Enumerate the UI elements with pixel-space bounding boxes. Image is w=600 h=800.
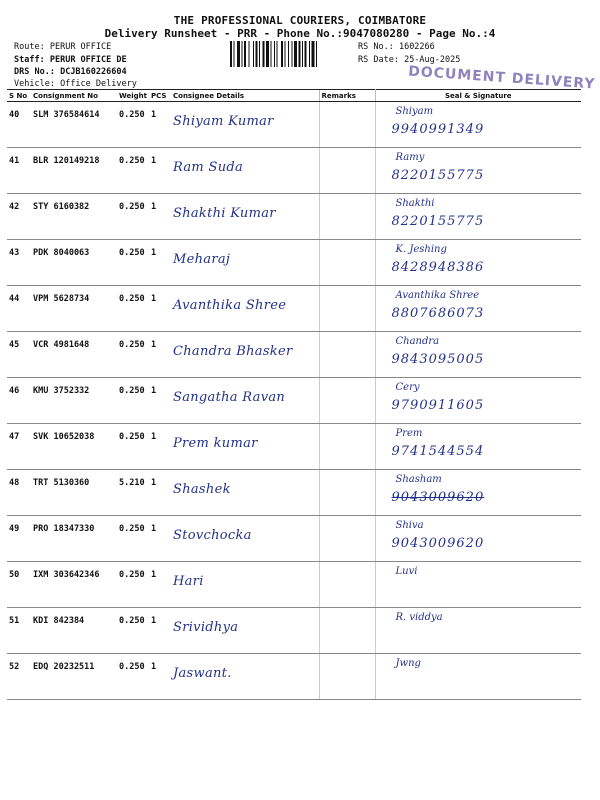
cell-consignment: IXM 303642346 [31,562,117,608]
signature-name: Jwng [395,658,421,669]
cell-consignment: KMU 3752332 [31,378,117,424]
vehicle-label: Vehicle: [14,79,55,89]
col-consignee: Consignee Details [171,90,319,102]
cell-consignee: Meharaj [171,240,319,286]
signature-box [378,244,580,281]
signature-phone: 8807686073 [391,306,485,321]
cell-seal-signature [375,424,581,470]
cell-pcs: 1 [149,562,171,608]
cell-consignment: KDI 842384 [31,608,117,654]
signature-phone: 9043009620 [391,490,485,505]
rs-no-label: RS No.: [358,42,394,52]
cell-consignment: BLR 120149218 [31,148,117,194]
drs-value: DCJB160226604 [60,67,127,77]
signature-phone: 9940991349 [391,122,485,137]
col-remarks: Remarks [319,90,375,102]
cell-pcs: 1 [149,332,171,378]
cell-weight: 0.250 [117,516,149,562]
cell-consignee: Prem kumar [171,424,319,470]
barcode-bar [244,41,246,67]
cell-pcs: 1 [149,148,171,194]
barcode-bar [259,41,260,67]
col-pcs: PCS [149,90,171,102]
col-sno: S No [7,90,31,102]
barcode [230,41,354,67]
staff-label: Staff: [14,55,45,65]
signature-name: Prem [395,428,423,439]
cell-seal-signature [375,562,581,608]
barcode-bar [312,41,315,67]
signature-phone: 8428948386 [391,260,485,275]
rs-date-value: 25-Aug-2025 [404,55,461,65]
cell-consignee: Chandra Bhasker [171,332,319,378]
route-value: PERUR OFFICE [49,42,112,52]
cell-consignee: Shashek [171,470,319,516]
cell-pcs: 1 [149,286,171,332]
cell-consignee: Stovchocka [171,516,319,562]
cell-pcs: 1 [149,516,171,562]
barcode-bar [230,41,232,67]
cell-remarks [319,194,375,240]
cell-consignee: Ram Suda [171,148,319,194]
table-row [7,470,581,516]
cell-weight: 0.250 [117,286,149,332]
signature-box [378,566,580,603]
barcode-bar [256,41,258,67]
cell-seal-signature [375,516,581,562]
cell-consignment: EDQ 20232511 [31,654,117,700]
cell-consignee: Shakthi Kumar [171,194,319,240]
cell-sno: 44 [7,286,31,332]
signature-box [378,474,580,511]
cell-pcs: 1 [149,654,171,700]
barcode-bar [294,41,297,67]
cell-remarks [319,470,375,516]
cell-seal-signature [375,148,581,194]
cell-sno: 47 [7,424,31,470]
cell-remarks [319,378,375,424]
cell-seal-signature [375,332,581,378]
signature-box [378,106,580,143]
barcode-bar [242,41,243,67]
barcode-bar [302,41,303,67]
cell-weight: 0.250 [117,102,149,148]
barcode-bar [285,41,286,67]
barcode-bar [288,41,289,67]
cell-sno: 45 [7,332,31,378]
col-weight: Weight [117,90,149,102]
signature-name: Shiva [395,520,424,531]
runsheet-table [7,89,581,700]
barcode-bar [249,41,250,67]
cell-consignee: Hari [171,562,319,608]
cell-seal-signature [375,608,581,654]
cell-pcs: 1 [149,378,171,424]
signature-phone: 9843095005 [391,352,485,367]
table-row [7,562,581,608]
cell-pcs: 1 [149,240,171,286]
signature-box [378,658,580,695]
barcode-bar [309,41,310,67]
cell-consignee: Jaswant. [171,654,319,700]
vehicle-value: Office Delivery [60,79,137,89]
cell-consignee: Avanthika Shree [171,286,319,332]
cell-sno: 46 [7,378,31,424]
signature-box [378,428,580,465]
cell-seal-signature [375,470,581,516]
cell-sno: 40 [7,102,31,148]
signature-phone: 9043009620 [391,536,485,551]
signature-name: K. Jeshing [395,244,447,255]
barcode-bar [292,41,293,67]
signature-phone: 8220155775 [391,214,485,229]
barcode-bar [277,41,278,67]
table-header-row [7,90,581,102]
cell-sno: 42 [7,194,31,240]
signature-box [378,152,580,189]
cell-weight: 0.250 [117,378,149,424]
barcode-bar [299,41,301,67]
cell-weight: 0.250 [117,148,149,194]
table-row [7,148,581,194]
signature-name: R. viddya [395,612,443,623]
table-row [7,102,581,148]
signature-box [378,336,580,373]
cell-seal-signature [375,654,581,700]
rs-no-line [358,42,435,52]
cell-remarks [319,654,375,700]
table-row [7,332,581,378]
signature-name: Shasham [395,474,442,485]
cell-weight: 0.250 [117,332,149,378]
cell-weight: 5.210 [117,470,149,516]
staff-line [14,55,127,65]
cell-remarks [319,424,375,470]
cell-seal-signature [375,286,581,332]
cell-remarks [319,148,375,194]
cell-weight: 0.250 [117,562,149,608]
signature-box [378,290,580,327]
rs-no-value: 1602266 [398,42,435,52]
barcode-bar [305,41,307,67]
signature-name: Avanthika Shree [395,290,480,301]
signature-box [378,382,580,419]
signature-name: Chandra [395,336,440,347]
signature-name: Shiyam [395,106,434,117]
signature-box [378,612,580,649]
table-row [7,240,581,286]
table-row [7,608,581,654]
cell-weight: 0.250 [117,654,149,700]
signature-phone: 8220155775 [391,168,485,183]
col-consignment: Consignment No [31,90,117,102]
signature-name: Shakthi [395,198,435,209]
drs-line [14,67,127,77]
staff-value: PERUR OFFICE DE [49,55,127,65]
cell-sno: 49 [7,516,31,562]
cell-sno: 48 [7,470,31,516]
barcode-bar [266,41,269,67]
signature-name: Ramy [395,152,425,163]
barcode-bar [263,41,265,67]
vehicle-line [14,79,137,89]
cell-consignment: TRT 5130360 [31,470,117,516]
cell-remarks [319,102,375,148]
cell-seal-signature [375,240,581,286]
cell-weight: 0.250 [117,608,149,654]
cell-pcs: 1 [149,608,171,654]
cell-remarks [319,608,375,654]
cell-sno: 43 [7,240,31,286]
col-seal: Seal & Signature [375,90,581,102]
cell-consignee: Srividhya [171,608,319,654]
cell-consignment: VCR 4981648 [31,332,117,378]
signature-name: Cery [395,382,420,393]
cell-seal-signature [375,194,581,240]
route-label: Route: [14,42,45,52]
drs-label: DRS No.: [14,67,55,77]
runsheet-line: Delivery Runsheet - PRR - Phone No.:9047080280 - Page No.:4 [104,27,496,40]
table-row [7,378,581,424]
cell-sno: 50 [7,562,31,608]
cell-consignment: STY 6160382 [31,194,117,240]
barcode-bar [237,41,240,67]
cell-consignment: PRO 18347330 [31,516,117,562]
cell-sno: 41 [7,148,31,194]
signature-box [378,198,580,235]
cell-seal-signature [375,102,581,148]
cell-consignment: VPM 5628734 [31,286,117,332]
cell-consignee: Sangatha Ravan [171,378,319,424]
table-row [7,194,581,240]
signature-phone: 9741544554 [391,444,485,459]
cell-consignment: SLM 376584614 [31,102,117,148]
cell-consignment: PDK 8040063 [31,240,117,286]
cell-pcs: 1 [149,424,171,470]
document-delivery-stamp: DOCUMENT DELIVERY [407,63,597,93]
cell-consignment: SVK 10652038 [31,424,117,470]
cell-pcs: 1 [149,470,171,516]
cell-seal-signature [375,378,581,424]
table-row [7,516,581,562]
barcode-bar [234,41,235,67]
signature-box [378,520,580,557]
barcode-bar [281,41,283,67]
barcode-bar [253,41,254,67]
table-row [7,424,581,470]
signature-phone: 9790911605 [391,398,485,413]
cell-remarks [319,240,375,286]
table-row [7,286,581,332]
signature-name: Luvi [395,566,418,577]
cell-consignee: Shiyam Kumar [171,102,319,148]
barcode-bar [274,41,275,67]
rs-date-label: RS Date: [358,55,399,65]
cell-sno: 51 [7,608,31,654]
barcode-bar [271,41,272,67]
cell-weight: 0.250 [117,240,149,286]
table-row [7,654,581,700]
cell-sno: 52 [7,654,31,700]
cell-remarks [319,332,375,378]
barcode-bar [316,41,317,67]
cell-pcs: 1 [149,194,171,240]
cell-pcs: 1 [149,102,171,148]
cell-remarks [319,286,375,332]
company-title: THE PROFESSIONAL COURIERS, COIMBATORE [173,14,427,27]
cell-remarks [319,516,375,562]
route-line [14,42,111,52]
cell-remarks [319,562,375,608]
cell-weight: 0.250 [117,194,149,240]
cell-weight: 0.250 [117,424,149,470]
